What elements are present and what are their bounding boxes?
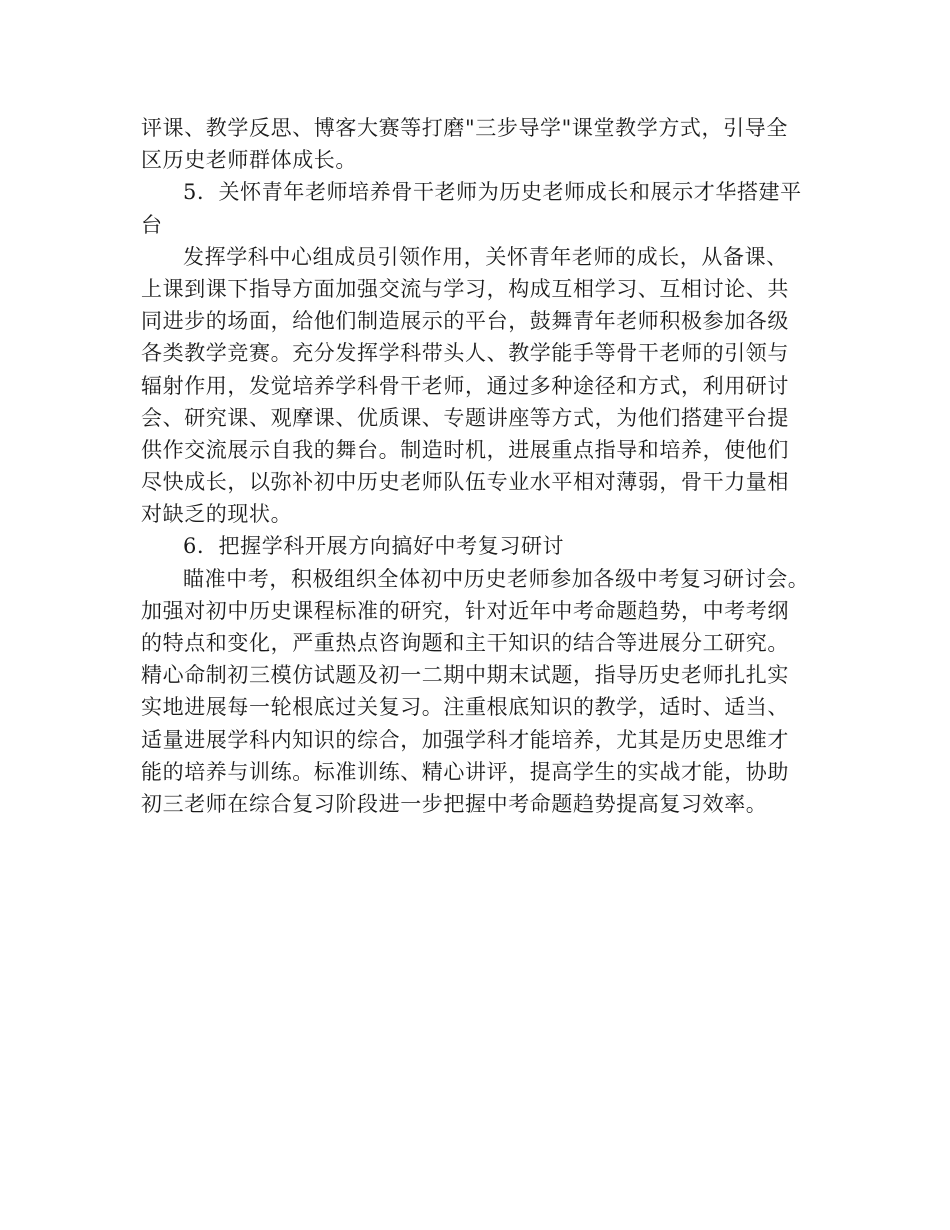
text-line: 各类教学竞赛。充分发挥学科带头人、教学能手等骨干老师的引领与 bbox=[141, 341, 789, 366]
text-line: 区历史老师群体成长。 bbox=[141, 148, 357, 173]
text-line: 对缺乏的现状。 bbox=[141, 502, 293, 527]
text-line: 能的培养与训练。标准训练、精心讲评，提高学生的实战才能，协助 bbox=[141, 759, 789, 784]
text-line: 适量进展学科内知识的综合，加强学科才能培养，尤其是历史思维才 bbox=[141, 727, 789, 752]
text-line: 尽快成长，以弥补初中历史老师队伍专业水平相对薄弱，骨干力量相 bbox=[141, 470, 789, 495]
text-line: 辐射作用，发觉培养学科骨干老师，通过多种途径和方式，利用研讨 bbox=[141, 373, 789, 398]
text-line: 评课、教学反思、博客大赛等打磨"三步导学"课堂教学方式，引导全 bbox=[141, 116, 788, 140]
text-line: 供作交流展示自我的舞台。制造时机，进展重点指导和培养，使他们 bbox=[141, 437, 789, 462]
text-line: 同进步的场面，给他们制造展示的平台，鼓舞青年老师积极参加各级 bbox=[141, 309, 789, 334]
text-line: 实地进展每一轮根底过关复习。注重根底知识的教学，适时、适当、 bbox=[141, 695, 789, 720]
text-line: 初三老师在综合复习阶段进一步把握中考命题趋势提高复习效率。 bbox=[141, 791, 768, 816]
text-line: 会、研究课、观摩课、优质课、专题讲座等方式，为他们搭建平台提 bbox=[141, 405, 789, 430]
text-line: 5．关怀青年老师培养骨干老师为历史老师成长和展示才华搭建平 bbox=[183, 180, 802, 205]
text-line: 加强对初中历史课程标准的研究，针对近年中考命题趋势，中考考纲 bbox=[141, 598, 789, 623]
document-body bbox=[141, 112, 821, 820]
text-line: 台 bbox=[141, 212, 163, 237]
text-line: 瞄准中考，积极组织全体初中历史老师参加各级中考复习研讨会。 bbox=[183, 566, 810, 591]
text-line: 上课到课下指导方面加强交流与学习，构成互相学习、互相讨论、共 bbox=[141, 276, 789, 301]
text-line: 发挥学科中心组成员引领作用，关怀青年老师的成长，从备课、 bbox=[183, 244, 788, 269]
text-line: 的特点和变化，严重热点咨询题和主干知识的结合等进展分工研究。 bbox=[141, 631, 789, 655]
text-line: 6．把握学科开展方向搞好中考复习研讨 bbox=[183, 534, 565, 559]
text-line: 精心命制初三模仿试题及初一二期中期末试题，指导历史老师扎扎实 bbox=[141, 663, 789, 688]
